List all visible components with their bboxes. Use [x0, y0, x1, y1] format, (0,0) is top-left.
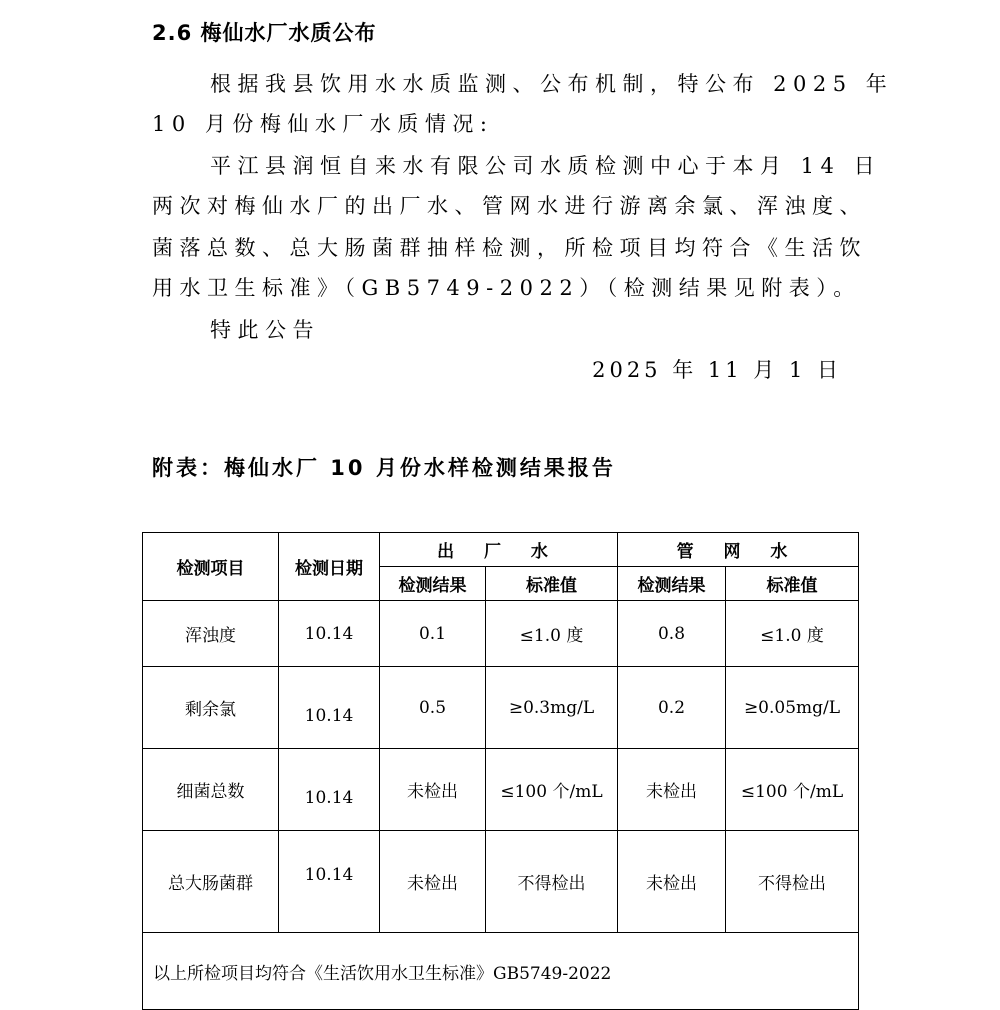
cell-item: 浑浊度 — [143, 601, 279, 667]
cell-date: 10.14 — [279, 831, 380, 933]
cell-network-result: 0.8 — [618, 601, 726, 667]
header-factory-result: 检测结果 — [380, 567, 486, 601]
cell-network-standard: ≥0.05mg/L — [726, 667, 859, 749]
results-table — [142, 532, 859, 1010]
table-row — [143, 749, 859, 831]
section-heading: 2.6 梅仙水厂水质公布 — [152, 21, 377, 45]
cell-item: 细菌总数 — [143, 749, 279, 831]
header-network-standard: 标准值 — [726, 567, 859, 601]
table-row — [143, 831, 859, 933]
cell-factory-result: 0.1 — [380, 601, 486, 667]
paragraph1-line1: 根据我县饮用水水质监测、公布机制，特公布 2025 年 — [210, 72, 894, 96]
table-footer-row — [143, 933, 859, 1010]
appendix-heading: 附表：梅仙水厂 10 月份水样检测结果报告 — [152, 456, 616, 480]
header-date: 检测日期 — [279, 533, 380, 601]
header-network-result: 检测结果 — [618, 567, 726, 601]
cell-network-result: 未检出 — [618, 749, 726, 831]
table-row — [143, 601, 859, 667]
cell-date: 10.14 — [279, 749, 380, 831]
paragraph2-line4: 用水卫生标准》（GB5749-2022）（检测结果见附表）。 — [152, 276, 861, 300]
cell-factory-result: 0.5 — [380, 667, 486, 749]
cell-network-result: 0.2 — [618, 667, 726, 749]
header-group-network: 管 网 水 — [618, 533, 859, 567]
cell-network-standard: ≤1.0 度 — [726, 601, 859, 667]
paragraph2-line1: 平江县润恒自来水有限公司水质检测中心于本月 14 日 — [210, 154, 882, 178]
cell-network-standard: ≤100 个/mL — [726, 749, 859, 831]
cell-date: 10.14 — [279, 667, 380, 749]
cell-item: 剩余氯 — [143, 667, 279, 749]
paragraph1-line2: 10 月份梅仙水厂水质情况: — [152, 112, 494, 136]
cell-factory-standard: ≤1.0 度 — [486, 601, 618, 667]
notice-date: 2025 年 11 月 1 日 — [592, 358, 842, 382]
cell-factory-standard: ≥0.3mg/L — [486, 667, 618, 749]
header-factory-standard: 标准值 — [486, 567, 618, 601]
table-footer-note: 以上所检项目均符合《生活饮用水卫生标准》GB5749-2022 — [143, 933, 859, 1010]
header-item: 检测项目 — [143, 533, 279, 601]
paragraph2-line3: 菌落总数、总大肠菌群抽样检测，所检项目均符合《生活饮 — [152, 236, 867, 260]
paragraph2-line2: 两次对梅仙水厂的出厂水、管网水进行游离余氯、浑浊度、 — [152, 194, 867, 218]
cell-factory-result: 未检出 — [380, 831, 486, 933]
cell-factory-standard: ≤100 个/mL — [486, 749, 618, 831]
cell-item: 总大肠菌群 — [143, 831, 279, 933]
cell-network-result: 未检出 — [618, 831, 726, 933]
cell-date: 10.14 — [279, 601, 380, 667]
cell-factory-result: 未检出 — [380, 749, 486, 831]
cell-network-standard: 不得检出 — [726, 831, 859, 933]
header-group-factory: 出 厂 水 — [380, 533, 618, 567]
closing-text: 特此公告 — [210, 318, 320, 342]
table-row — [143, 667, 859, 749]
cell-factory-standard: 不得检出 — [486, 831, 618, 933]
